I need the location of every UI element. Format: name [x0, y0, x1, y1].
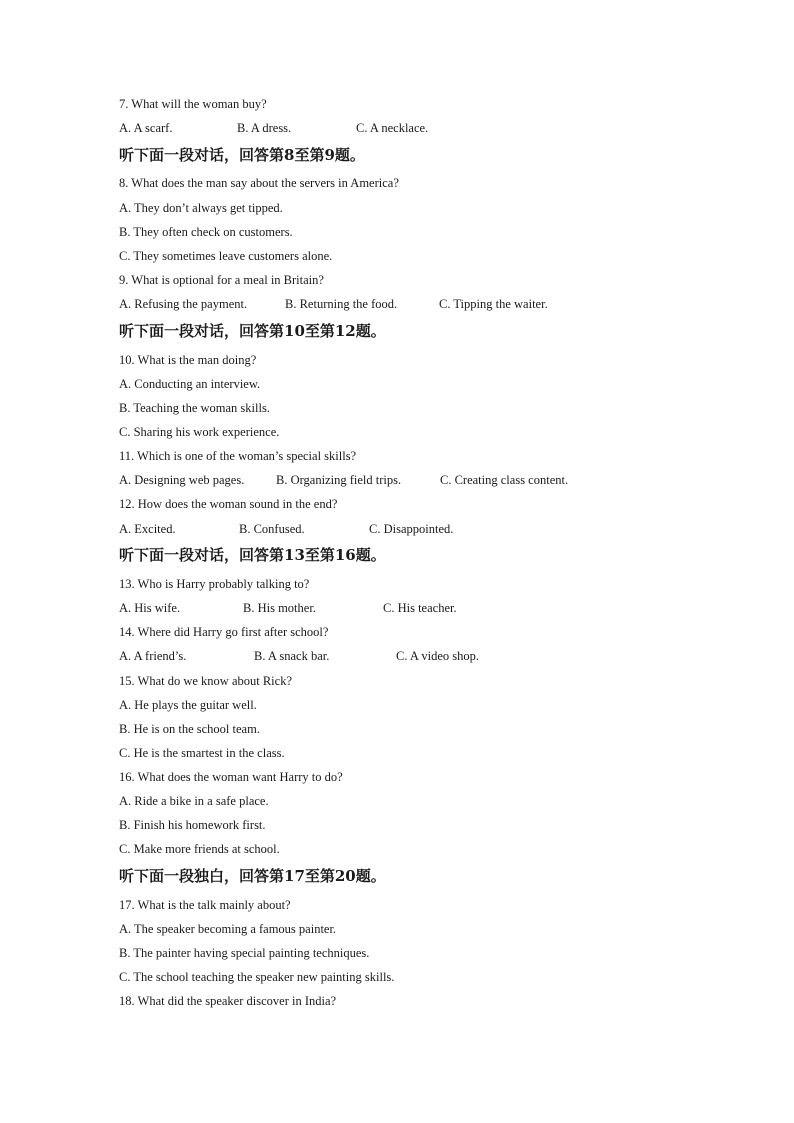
section-heading-10-12: 听下面一段对话，回答第10至第12题。 [119, 322, 386, 340]
q17-option-b: B. The painter having special painting techniques. [119, 946, 370, 960]
q17-option-c: C. The school teaching the speaker new painting skills. [119, 970, 395, 984]
q12-option-c: C. Disappointed. [369, 522, 454, 536]
q10-option-a: A. Conducting an interview. [119, 377, 261, 391]
q13-option-c: C. His teacher. [383, 601, 457, 615]
section-heading-17-20: 听下面一段独白，回答第17至第20题。 [119, 867, 386, 885]
q8-option-c: C. They sometimes leave customers alone. [119, 249, 333, 263]
question-14: 14. Where did Harry go first after school? [119, 625, 329, 639]
q9-option-b: B. Returning the food. [285, 297, 398, 311]
q8-option-a: A. They don’t always get tipped. [119, 201, 283, 215]
q7-option-a: A. A scarf. [119, 121, 173, 135]
q11-option-c: C. Creating class content. [440, 473, 569, 487]
q16-option-c: C. Make more friends at school. [119, 842, 280, 856]
question-17: 17. What is the talk mainly about? [119, 898, 291, 912]
q10-option-b: B. Teaching the woman skills. [119, 401, 270, 415]
q9-option-a: A. Refusing the payment. [119, 297, 248, 311]
q14-option-b: B. A snack bar. [254, 649, 330, 663]
q8-option-b: B. They often check on customers. [119, 225, 293, 239]
q13-option-a: A. His wife. [119, 601, 181, 615]
q11-option-a: A. Designing web pages. [119, 473, 245, 487]
q9-option-c: C. Tipping the waiter. [439, 297, 548, 311]
q16-option-a: A. Ride a bike in a safe place. [119, 794, 269, 808]
q12-option-a: A. Excited. [119, 522, 176, 536]
q15-option-b: B. He is on the school team. [119, 722, 260, 736]
section-heading-13-16: 听下面一段对话，回答第13至第16题。 [119, 546, 386, 564]
question-18: 18. What did the speaker discover in India? [119, 994, 337, 1008]
question-8: 8. What does the man say about the servers in America? [119, 176, 399, 190]
q14-option-c: C. A video shop. [396, 649, 479, 663]
question-7: 7. What will the woman buy? [119, 97, 267, 111]
q15-option-c: C. He is the smartest in the class. [119, 746, 285, 760]
question-12: 12. How does the woman sound in the end? [119, 497, 338, 511]
question-16: 16. What does the woman want Harry to do? [119, 770, 343, 784]
q16-option-b: B. Finish his homework first. [119, 818, 266, 832]
q12-option-b: B. Confused. [239, 522, 305, 536]
q7-option-c: C. A necklace. [356, 121, 429, 135]
q15-option-a: A. He plays the guitar well. [119, 698, 257, 712]
question-15: 15. What do we know about Rick? [119, 674, 292, 688]
q10-option-c: C. Sharing his work experience. [119, 425, 280, 439]
q7-option-b: B. A dress. [237, 121, 292, 135]
q13-option-b: B. His mother. [243, 601, 316, 615]
q17-option-a: A. The speaker becoming a famous painter. [119, 922, 337, 936]
question-10: 10. What is the man doing? [119, 353, 257, 367]
question-9: 9. What is optional for a meal in Britain? [119, 273, 324, 287]
q11-option-b: B. Organizing field trips. [276, 473, 402, 487]
q14-option-a: A. A friend’s. [119, 649, 187, 663]
question-13: 13. Who is Harry probably talking to? [119, 577, 310, 591]
section-heading-8-9: 听下面一段对话，回答第8至第9题。 [119, 146, 365, 164]
question-11: 11. Which is one of the woman’s special skills? [119, 449, 357, 463]
